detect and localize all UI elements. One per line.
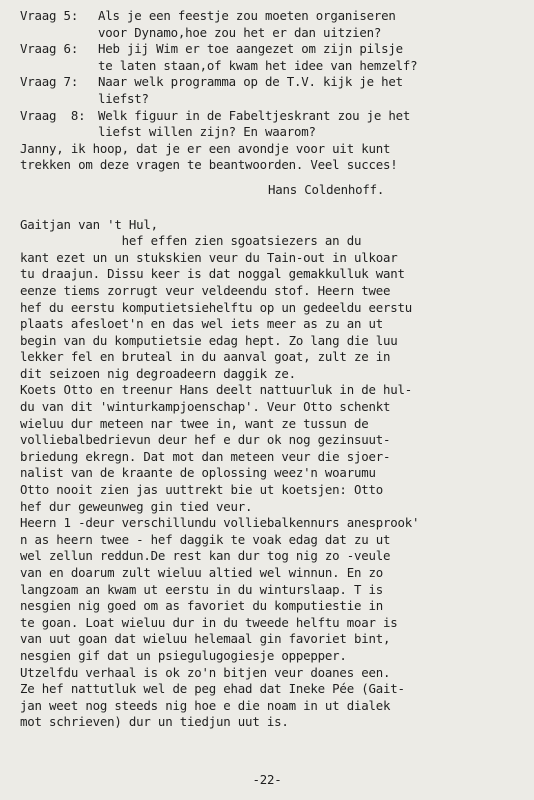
body-line: nesgien nig goed om as favoriet du komputiestie in bbox=[20, 598, 383, 614]
question-label: Vraag 8: bbox=[20, 107, 86, 123]
body-line: tu draajun. Dissu keer is dat noggal gemakkulluk want bbox=[20, 266, 405, 282]
body-line: Koets Otto en treenur Hans deelt nattuurluk in de hul- bbox=[20, 382, 413, 398]
body-line: plaats afesloet'n en das wel iets meer as zu an ut bbox=[20, 316, 383, 332]
body-line: jan weet nog steeds nig hoe e die noam in ut dialek bbox=[20, 697, 391, 713]
body-line: lekker fel en bruteal in du aanval goat, zult ze in bbox=[20, 349, 391, 365]
question-label: Vraag 7: bbox=[20, 74, 79, 90]
body-line: te goan. Loat wieluu dur in du tweede helftu moar is bbox=[20, 614, 398, 630]
body-text bbox=[20, 233, 520, 731]
body-line: Otto nooit zien jas uuttrekt bie ut koetsjen: Otto bbox=[20, 482, 383, 498]
closing-line: Janny, ik hoop, dat je er een avondje voor uit kunt bbox=[20, 140, 391, 156]
closing-paragraph bbox=[20, 141, 520, 174]
question-text: Welk figuur in de Fabeltjeskrant zou je het liefst willen zijn? En waarom? bbox=[98, 107, 411, 140]
body-line: du van dit 'winturkampjoenschap'. Veur Otto schenkt bbox=[20, 399, 391, 415]
body-line: begin van du komputietsie edag hept. Zo lang die luu bbox=[20, 332, 398, 348]
question-label: Vraag 5: bbox=[20, 8, 79, 23]
body-line: dit seizoen nig degroadeern daggik ze. bbox=[20, 365, 296, 381]
body-line: van en doarum zult wieluu altied wel winnun. En zo bbox=[20, 565, 383, 580]
question-5 bbox=[20, 8, 520, 41]
body-line: Heern 1 -deur verschillundu volliebalkennurs anesprook' bbox=[20, 515, 420, 531]
body-line: n as heern twee - hef daggik te voak edag dat zu ut bbox=[20, 531, 391, 547]
body-line: kant ezet un un stukskien veur du Tain-out in ulkoar bbox=[20, 249, 398, 265]
body-line: Ze hef nattutluk wel de peg ehad dat Ineke Pée (Gait- bbox=[20, 681, 405, 697]
body-line: langzoam an kwam ut eerstu in du winturslaap. T is bbox=[20, 581, 383, 597]
body-line: eenze tiems zorrugt veur veldeendu stof. Heern twee bbox=[20, 282, 391, 298]
body-line: hef effen zien sgoatsiezers an du bbox=[20, 233, 362, 249]
question-label: Vraag 6: bbox=[20, 41, 79, 57]
body-line: wieluu dur meteen nar twee in, want ze tussun de bbox=[20, 415, 369, 431]
body-line: volliebalbedrievun deur hef e dur ok nog gezinsuut- bbox=[20, 432, 391, 448]
question-6 bbox=[20, 41, 520, 74]
body-line: nalist van de kraante de oplossing weez'n woarumu bbox=[20, 465, 376, 481]
question-text: Naar welk programma op de T.V. kijk je het liefst? bbox=[98, 74, 403, 106]
question-7 bbox=[20, 74, 520, 107]
signature: Hans Coldenhoff. bbox=[268, 181, 385, 197]
question-text: Als je een feestje zou moeten organiseren voor Dynamo,hoe zou het er dan uitzien? bbox=[98, 8, 396, 40]
body-line: hef dur geweunweg gin tied veur. bbox=[20, 498, 253, 514]
body-line: Utzelfdu verhaal is ok zo'n bitjen veur doanes een. bbox=[20, 664, 391, 680]
question-8 bbox=[20, 108, 520, 141]
greeting: Gaitjan van 't Hul, bbox=[20, 216, 158, 232]
body-line: hef du eerstu komputietsiehelftu op un gedeeldu eerstu bbox=[20, 299, 413, 315]
body-line: van uut goan dat wieluu helemaal gin favoriet bint, bbox=[20, 631, 391, 647]
body-line: mot schrieven) dur un tiedjun uut is. bbox=[20, 714, 289, 730]
body-line: nesgien gif dat un psiegulugogiesje oppepper. bbox=[20, 647, 347, 663]
closing-line: trekken om deze vragen te beantwoorden. Veel succes! bbox=[20, 157, 398, 173]
body-line: wel zellun reddun.De rest kan dur tog nig zo -veule bbox=[20, 548, 391, 564]
page-number: -22- bbox=[252, 772, 282, 787]
question-text: Heb jij Wim er toe aangezet om zijn pilsje te laten staan,of kwam het idee van hemzelf? bbox=[98, 41, 418, 73]
question-list bbox=[20, 8, 520, 141]
body-line: briedung ekregn. Dat mot dan meteen veur die sjoer- bbox=[20, 448, 391, 464]
